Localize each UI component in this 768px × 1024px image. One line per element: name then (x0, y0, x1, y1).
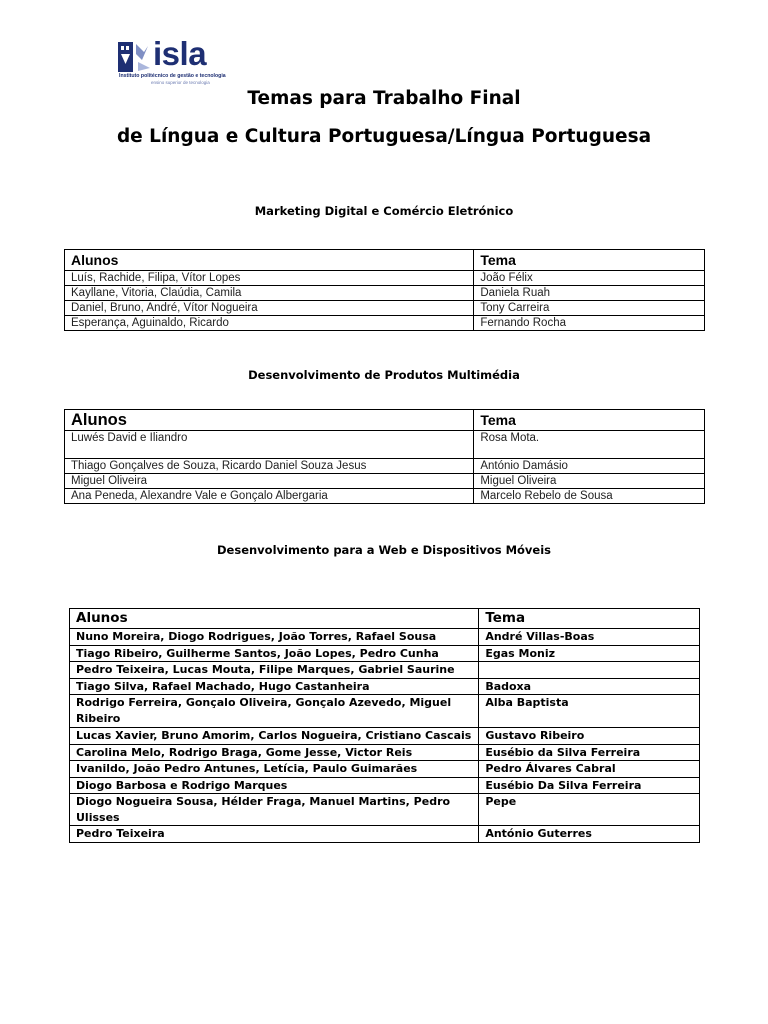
alunos-cell: Rodrigo Ferreira, Gonçalo Oliveira, Gonçalo Azevedo, Miguel Ribeiro (70, 695, 479, 728)
section-title-marketing: Marketing Digital e Comércio Eletrónico (254, 204, 514, 218)
table-row (70, 794, 700, 826)
column-header-tema: Tema (474, 410, 705, 431)
column-header-alunos: Alunos (65, 410, 474, 431)
tema-cell: Pepe (479, 794, 700, 826)
alunos-cell: Miguel Oliveira (65, 474, 474, 489)
tema-cell: Badoxa (479, 678, 700, 695)
tema-cell: Alba Baptista (479, 695, 700, 728)
tema-cell: Pedro Álvares Cabral (479, 761, 700, 778)
table-row (65, 474, 705, 489)
table-row (65, 286, 705, 301)
column-header-tema: Tema (479, 609, 700, 629)
alunos-cell: Pedro Teixeira (70, 826, 479, 843)
tema-cell: António Damásio (474, 459, 705, 474)
tema-cell: Eusébio da Silva Ferreira (479, 744, 700, 761)
table-row (65, 431, 705, 459)
table-row (70, 728, 700, 745)
column-header-tema: Tema (474, 250, 705, 271)
table-row (70, 662, 700, 679)
isla-logo (118, 35, 226, 90)
table-row (65, 459, 705, 474)
multimedia-table (64, 409, 705, 504)
table-row (70, 629, 700, 646)
tema-cell: Egas Moniz (479, 645, 700, 662)
alunos-cell: Diogo Nogueira Sousa, Hélder Fraga, Manuel Martins, Pedro Ulisses (70, 794, 479, 826)
tema-cell: Miguel Oliveira (474, 474, 705, 489)
tema-cell: Marcelo Rebelo de Sousa (474, 489, 705, 504)
table-header-row (65, 250, 705, 271)
alunos-cell: Ivanildo, João Pedro Antunes, Letícia, Paulo Guimarães (70, 761, 479, 778)
table-row (70, 826, 700, 843)
tema-cell: Fernando Rocha (474, 316, 705, 331)
table-row (70, 761, 700, 778)
alunos-cell: Nuno Moreira, Diogo Rodrigues, João Torres, Rafael Sousa (70, 629, 479, 646)
table-row (70, 695, 700, 728)
alunos-cell: Luís, Rachide, Filipa, Vítor Lopes (65, 271, 474, 286)
tema-cell (479, 662, 700, 679)
alunos-cell: Kayllane, Vitoria, Claúdia, Camila (65, 286, 474, 301)
tema-cell: Eusébio Da Silva Ferreira (479, 777, 700, 794)
table-row (65, 301, 705, 316)
web-mobile-table (69, 608, 700, 843)
alunos-cell: Luwés David e Iliandro (65, 431, 474, 459)
marketing-table (64, 249, 705, 331)
section-title-web-mobile: Desenvolvimento para a Web e Dispositivos Móveis (217, 543, 551, 557)
alunos-cell: Daniel, Bruno, André, Vítor Nogueira (65, 301, 474, 316)
alunos-cell: Pedro Teixeira, Lucas Mouta, Filipe Marques, Gabriel Saurine (70, 662, 479, 679)
section-title-multimedia: Desenvolvimento de Produtos Multimédia (248, 368, 520, 382)
column-header-alunos: Alunos (65, 250, 474, 271)
tema-cell: Rosa Mota. (474, 431, 705, 459)
tema-cell: Gustavo Ribeiro (479, 728, 700, 745)
alunos-cell: Tiago Silva, Rafael Machado, Hugo Castanheira (70, 678, 479, 695)
table-row (65, 271, 705, 286)
tema-cell: António Guterres (479, 826, 700, 843)
tema-cell: Tony Carreira (474, 301, 705, 316)
tema-cell: João Félix (474, 271, 705, 286)
table-header-row (70, 609, 700, 629)
alunos-cell: Tiago Ribeiro, Guilherme Santos, João Lopes, Pedro Cunha (70, 645, 479, 662)
page-title: Temas para Trabalho Final (247, 88, 521, 109)
table-row (70, 777, 700, 794)
alunos-cell: Diogo Barbosa e Rodrigo Marques (70, 777, 479, 794)
logo-tagline: ensino superior de tecnologia (151, 80, 210, 85)
table-header-row (65, 410, 705, 431)
alunos-cell: Thiago Gonçalves de Souza, Ricardo Daniel Souza Jesus (65, 459, 474, 474)
tema-cell: Daniela Ruah (474, 286, 705, 301)
table-row (65, 489, 705, 504)
alunos-cell: Lucas Xavier, Bruno Amorim, Carlos Nogueira, Cristiano Cascais (70, 728, 479, 745)
logo-subtitle: Instituto politécnico de gestão e tecnologia (119, 73, 226, 79)
isla-emblem-icon (118, 42, 151, 72)
logo-wordmark: isla (153, 35, 207, 72)
alunos-cell: Ana Peneda, Alexandre Vale e Gonçalo Albergaria (65, 489, 474, 504)
column-header-alunos: Alunos (70, 609, 479, 629)
tema-cell: André Villas-Boas (479, 629, 700, 646)
alunos-cell: Carolina Melo, Rodrigo Braga, Gome Jesse, Victor Reis (70, 744, 479, 761)
alunos-cell: Esperança, Aguinaldo, Ricardo (65, 316, 474, 331)
table-row (65, 316, 705, 331)
table-row (70, 744, 700, 761)
page-subtitle: de Língua e Cultura Portuguesa/Língua Portuguesa (116, 126, 652, 147)
table-row (70, 645, 700, 662)
table-row (70, 678, 700, 695)
